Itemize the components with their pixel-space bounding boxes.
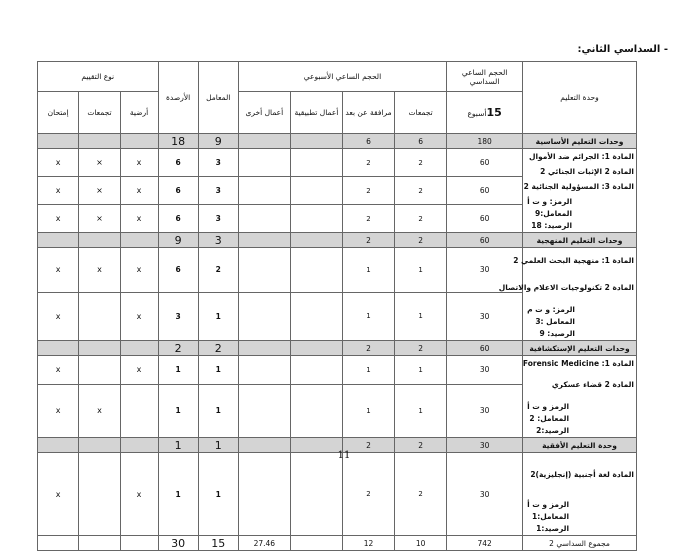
section-row <box>38 134 637 149</box>
section-eval-gatherings <box>79 233 120 248</box>
unit-code-line: الرمز: و ت م <box>527 305 575 314</box>
section-coefficient: 1 <box>198 438 238 453</box>
subject-credits: 6 <box>158 248 198 293</box>
subject-coefficient: 3 <box>198 177 238 205</box>
section-lectures: 2 <box>395 438 447 453</box>
subject-hours: 60 <box>447 205 523 233</box>
section-credits: 1 <box>158 438 198 453</box>
subject-credits: 1 <box>158 384 198 437</box>
subject-supervision: 1 <box>342 384 394 437</box>
unit-code-line: الرمز و ت أ <box>527 402 570 411</box>
section-lectures: 6 <box>395 134 447 149</box>
total-eval-gatherings <box>79 536 120 551</box>
subject-name: المادة 1: الجرائم ضد الأموال <box>528 152 634 161</box>
section-supervision: 2 <box>342 438 394 453</box>
header-unit: وحدة التعليم <box>523 62 637 134</box>
subject-credits: 6 <box>158 205 198 233</box>
subject-other <box>238 177 290 205</box>
subject-coefficient: 1 <box>198 453 238 536</box>
subject-hours: 30 <box>447 248 523 293</box>
header-gatherings: تجمعات <box>79 92 120 134</box>
total-coefficient: 15 <box>198 536 238 551</box>
eval-gatherings: × <box>79 149 120 177</box>
section-coefficient: 2 <box>198 341 238 356</box>
section-eval-continuous <box>120 341 158 356</box>
subject-line <box>523 356 634 371</box>
eval-exam: x <box>38 453 79 536</box>
subject-list <box>499 248 634 302</box>
subject-name: المادة 1: منهجية البحث العلمي 2 <box>513 256 634 265</box>
section-other <box>238 341 290 356</box>
unit-code <box>527 497 569 535</box>
subject-list <box>524 149 634 194</box>
subject-name: المادة 2 الإثبات الجنائي 2 <box>540 167 634 176</box>
subject-other <box>238 205 290 233</box>
section-eval-exam <box>38 341 79 356</box>
eval-gatherings: × <box>79 205 120 233</box>
unit-code-line: الرمز و ت أ <box>527 500 570 509</box>
section-applied <box>290 341 342 356</box>
subject-other <box>238 356 290 385</box>
subject-line <box>499 274 634 302</box>
subject-supervision: 2 <box>342 453 394 536</box>
subject-cell <box>523 453 637 536</box>
unit-code-line: المعامل: 2 <box>529 414 570 423</box>
subject-hours: 30 <box>447 384 523 437</box>
curriculum-table <box>37 61 637 551</box>
subject-coefficient: 1 <box>198 356 238 385</box>
eval-gatherings: x <box>79 384 120 437</box>
subject-cell <box>523 149 637 233</box>
subject-supervision: 2 <box>342 149 394 177</box>
subject-coefficient: 1 <box>198 292 238 340</box>
section-lectures: 2 <box>395 233 447 248</box>
subject-applied <box>290 248 342 293</box>
subject-credits: 3 <box>158 292 198 340</box>
subject-hours: 30 <box>447 356 523 385</box>
subject-lectures: 2 <box>395 177 447 205</box>
subject-supervision: 1 <box>342 292 394 340</box>
section-other <box>238 233 290 248</box>
subject-coefficient: 1 <box>198 384 238 437</box>
subject-other <box>238 248 290 293</box>
section-coefficient: 3 <box>198 233 238 248</box>
subject-coefficient: 3 <box>198 205 238 233</box>
subject-applied <box>290 453 342 536</box>
subject-line <box>523 371 634 399</box>
subject-hours: 30 <box>447 292 523 340</box>
eval-gatherings: x <box>79 248 120 293</box>
subject-hours: 30 <box>447 453 523 536</box>
subject-row <box>38 248 637 293</box>
subject-credits: 6 <box>158 149 198 177</box>
subject-coefficient: 3 <box>198 149 238 177</box>
section-row <box>38 233 637 248</box>
section-credits: 18 <box>158 134 198 149</box>
total-applied <box>290 536 342 551</box>
section-other <box>238 134 290 149</box>
subject-name: المادة 2 قضاء عسكري <box>551 380 634 389</box>
section-applied <box>290 233 342 248</box>
eval-exam: x <box>38 384 79 437</box>
subject-lectures: 2 <box>395 205 447 233</box>
subject-cell <box>498 248 637 341</box>
eval-continuous: x <box>120 177 158 205</box>
subject-name: المادة 2 تكنولوجيات الاعلام والاتصال <box>498 283 634 292</box>
subject-lectures: 1 <box>395 384 447 437</box>
total-credits: 30 <box>158 536 198 551</box>
eval-continuous <box>120 384 158 437</box>
eval-continuous: x <box>120 248 158 293</box>
subject-cell <box>523 356 637 438</box>
eval-continuous: x <box>120 453 158 536</box>
header-weeks: 15أسبوع <box>447 92 523 134</box>
header-credits: الأرصدة <box>158 62 198 134</box>
section-applied <box>290 134 342 149</box>
subject-other <box>238 453 290 536</box>
unit-code <box>527 302 575 340</box>
eval-exam: x <box>38 248 79 293</box>
header-coefficient: المعامل <box>198 62 238 134</box>
subject-lectures: 1 <box>395 248 447 293</box>
page-number: 11 <box>337 450 351 461</box>
header-supervision: مرافقة عن بعد <box>342 92 394 134</box>
subject-line <box>524 149 634 164</box>
subject-name: المادة لغة أجنبية (إنجليزية)2 <box>530 470 634 479</box>
section-title: - السداسي الثاني: <box>577 44 668 55</box>
subject-lectures: 1 <box>395 292 447 340</box>
eval-exam: x <box>38 205 79 233</box>
subject-line <box>524 164 634 179</box>
unit-code-line: الرصيد:1 <box>536 524 570 533</box>
subject-credits: 6 <box>158 177 198 205</box>
section-name: وحدة التعليم الأفقية <box>523 438 637 453</box>
header-exam: إمتحان <box>38 92 79 134</box>
subject-hours: 60 <box>447 149 523 177</box>
subject-credits: 1 <box>158 356 198 385</box>
eval-continuous: x <box>120 292 158 340</box>
subject-supervision: 1 <box>342 248 394 293</box>
header-total-hours: الحجم الساعي السداسي <box>447 62 523 92</box>
total-hours: 742 <box>447 536 523 551</box>
section-row <box>38 341 637 356</box>
eval-gatherings <box>79 292 120 340</box>
total-other: 27.46 <box>238 536 290 551</box>
header-weekly-hours: الحجم الساعي الأسبوعي <box>238 62 446 92</box>
unit-code-line: الرمز: و ت أ <box>527 197 573 206</box>
section-eval-gatherings <box>79 341 120 356</box>
subject-row <box>38 356 637 385</box>
subject-row <box>38 149 637 177</box>
eval-continuous: x <box>120 205 158 233</box>
total-eval-exam <box>38 536 79 551</box>
total-row <box>38 536 637 551</box>
header-other: أعمال أخرى <box>238 92 290 134</box>
subject-line <box>524 179 634 194</box>
unit-code-line: المعامل:1 <box>532 512 570 521</box>
subject-hours: 60 <box>447 177 523 205</box>
eval-gatherings: × <box>79 177 120 205</box>
section-name: وحدات التعليم المنهجية <box>523 233 637 248</box>
subject-applied <box>290 356 342 385</box>
section-hours: 60 <box>447 233 523 248</box>
unit-code-line: الرصيد: 18 <box>531 221 573 230</box>
eval-exam: x <box>38 292 79 340</box>
total-label: مجموع السداسي 2 <box>523 536 637 551</box>
section-name: وحدات التعليم الإستكشافية <box>523 341 637 356</box>
section-lectures: 2 <box>395 341 447 356</box>
subject-applied <box>290 149 342 177</box>
subject-applied <box>290 384 342 437</box>
subject-supervision: 1 <box>342 356 394 385</box>
subject-name: المادة 1: Forensic Medicine <box>522 359 634 368</box>
subject-other <box>238 384 290 437</box>
subject-applied <box>290 177 342 205</box>
eval-exam: x <box>38 177 79 205</box>
section-hours: 180 <box>447 134 523 149</box>
eval-continuous: x <box>120 356 158 385</box>
section-eval-continuous <box>120 134 158 149</box>
header-applied: أعمال تطبيقية <box>290 92 342 134</box>
unit-code <box>527 194 572 232</box>
subject-credits: 1 <box>158 453 198 536</box>
section-supervision: 2 <box>342 233 394 248</box>
subject-supervision: 2 <box>342 177 394 205</box>
unit-code-line: الرصيد: 9 <box>539 329 575 338</box>
subject-name: المادة 3: المسؤولية الجنائية 2 <box>523 182 634 191</box>
subject-coefficient: 2 <box>198 248 238 293</box>
header-eval-type: نوع التقييم <box>38 62 159 92</box>
eval-exam: x <box>38 149 79 177</box>
eval-gatherings <box>79 356 120 385</box>
total-eval-continuous <box>120 536 158 551</box>
section-credits: 2 <box>158 341 198 356</box>
subject-supervision: 2 <box>342 205 394 233</box>
section-eval-gatherings <box>79 134 120 149</box>
section-coefficient: 9 <box>198 134 238 149</box>
section-supervision: 6 <box>342 134 394 149</box>
subject-applied <box>290 205 342 233</box>
header-continuous: أرضية <box>120 92 158 134</box>
subject-applied <box>290 292 342 340</box>
eval-gatherings <box>79 453 120 536</box>
subject-other <box>238 292 290 340</box>
unit-code-line: الرصيد:2 <box>536 426 570 435</box>
subject-list <box>523 356 634 399</box>
section-eval-exam <box>38 134 79 149</box>
subject-lectures: 2 <box>395 149 447 177</box>
header-lectures: تجمعات <box>395 92 447 134</box>
unit-code <box>527 399 569 437</box>
total-lectures: 10 <box>395 536 447 551</box>
section-hours: 60 <box>447 341 523 356</box>
subject-lectures: 1 <box>395 356 447 385</box>
total-supervision: 12 <box>342 536 394 551</box>
subject-other <box>238 149 290 177</box>
section-hours: 30 <box>447 438 523 453</box>
section-eval-exam <box>38 233 79 248</box>
subject-line <box>499 248 634 274</box>
eval-exam: x <box>38 356 79 385</box>
section-supervision: 2 <box>342 341 394 356</box>
unit-code-line: المعامل :3 <box>535 317 575 326</box>
unit-code-line: المعامل:9 <box>535 209 573 218</box>
subject-lectures: 2 <box>395 453 447 536</box>
section-credits: 9 <box>158 233 198 248</box>
section-eval-continuous <box>120 233 158 248</box>
section-name: وحدات التعليم الأساسية <box>523 134 637 149</box>
eval-continuous: x <box>120 149 158 177</box>
subject-row <box>38 453 637 536</box>
